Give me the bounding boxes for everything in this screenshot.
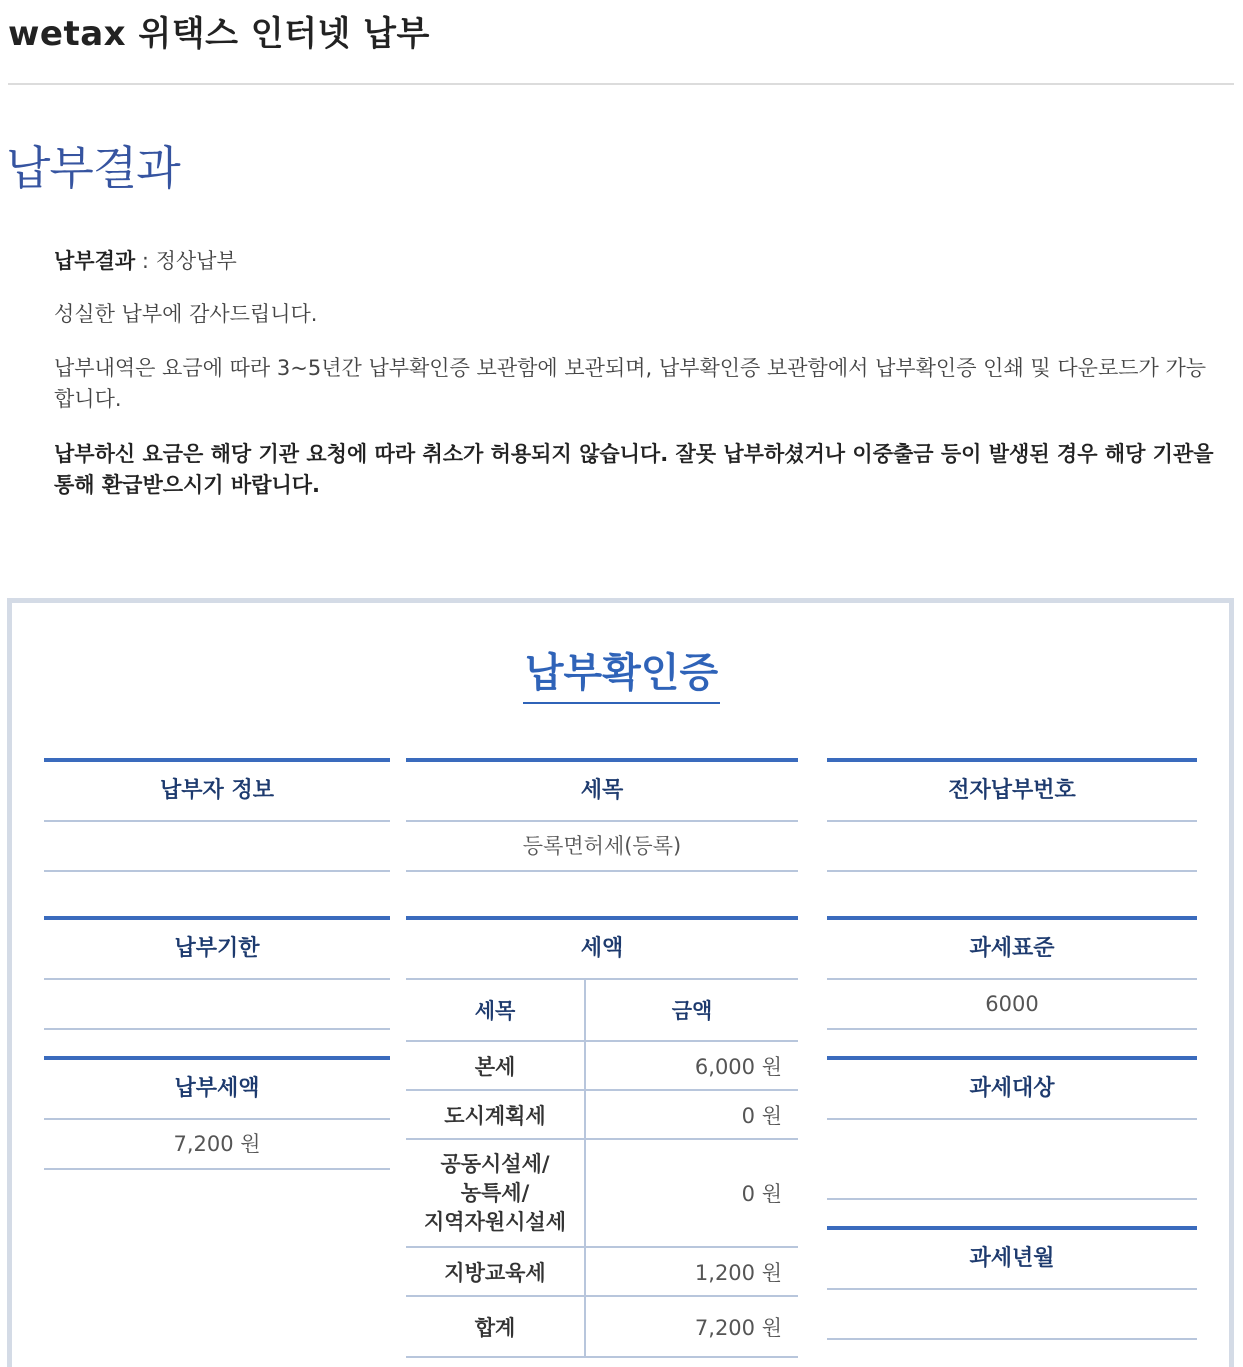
- tax-period-header: 과세년월: [827, 1226, 1197, 1290]
- table-row: [406, 1139, 798, 1247]
- tax-item-value: 등록면허세(등록): [406, 822, 798, 872]
- table-row: [406, 1090, 798, 1139]
- payer-info-header: 납부자 정보: [44, 758, 390, 822]
- certificate-title-text: 납부확인증: [523, 650, 720, 704]
- thanks-message: 성실한 납부에 감사드립니다.: [54, 302, 318, 326]
- certificate-title: [0, 650, 1243, 704]
- table-row: [406, 1247, 798, 1296]
- table-row: [406, 1041, 798, 1090]
- row-item-name-line: 공동시설세/: [440, 1151, 550, 1176]
- due-date-value: [44, 980, 390, 1030]
- result-message: [54, 246, 1224, 277]
- row-item-amount: 0 원: [585, 1090, 798, 1139]
- total-amount: 7,200 원: [585, 1296, 798, 1357]
- column-header-amount: 금액: [585, 980, 798, 1041]
- tax-object-value: [827, 1120, 1197, 1200]
- tax-item-header: 세목: [406, 758, 798, 822]
- tax-period-value: [827, 1290, 1197, 1340]
- result-value: 정상납부: [155, 249, 237, 273]
- table-header-row: [406, 980, 798, 1041]
- row-item-name: 지방교육세: [406, 1247, 585, 1296]
- page-heading: 납부결과: [6, 141, 180, 195]
- row-item-name-line: 지역자원시설세: [423, 1209, 566, 1234]
- epay-number-value: [827, 822, 1197, 872]
- paid-amount-header: 납부세액: [44, 1056, 390, 1120]
- total-label: 합계: [406, 1296, 585, 1357]
- tax-amount-header: 세액: [406, 916, 798, 980]
- result-separator: :: [135, 249, 156, 273]
- tax-breakdown-table: [406, 980, 798, 1358]
- result-label: 납부결과: [54, 249, 136, 273]
- due-date-header: 납부기한: [44, 916, 390, 980]
- row-item-name: 본세: [406, 1041, 585, 1090]
- epay-number-header: 전자납부번호: [827, 758, 1197, 822]
- tax-standard-value: 6000: [827, 980, 1197, 1030]
- row-item-name: [406, 1139, 585, 1247]
- payer-info-value: [44, 822, 390, 872]
- warning-message: 납부하신 요금은 해당 기관 요청에 따라 취소가 허용되지 않습니다. 잘못 납부하셨거나 이중출금 등이 발생된 경우 해당 기관을 통해 환급받으시기 바랍니다.: [54, 442, 1214, 497]
- tax-standard-header: 과세표준: [827, 916, 1197, 980]
- total-row: [406, 1296, 798, 1357]
- tax-object-header: 과세대상: [827, 1056, 1197, 1120]
- row-item-amount: 6,000 원: [585, 1041, 798, 1090]
- column-header-item: 세목: [406, 980, 585, 1041]
- row-item-name: 도시계획세: [406, 1090, 585, 1139]
- divider: [8, 83, 1234, 85]
- row-item-name-line: 농특세/: [460, 1180, 530, 1205]
- row-item-amount: 1,200 원: [585, 1247, 798, 1296]
- paid-amount-value: 7,200 원: [44, 1120, 390, 1170]
- site-title: wetax 위택스 인터넷 납부: [8, 14, 430, 54]
- row-item-amount: 0 원: [585, 1139, 798, 1247]
- info-message: 납부내역은 요금에 따라 3~5년간 납부확인증 보관함에 보관되며, 납부확인증 보관함에서 납부확인증 인쇄 및 다운로드가 가능합니다.: [54, 356, 1207, 411]
